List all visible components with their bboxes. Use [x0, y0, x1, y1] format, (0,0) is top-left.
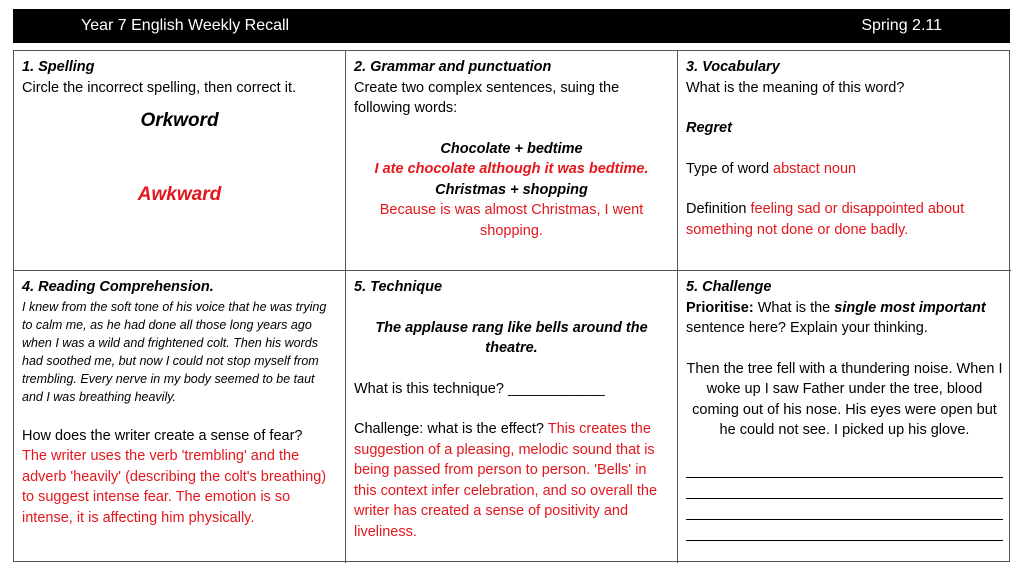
term-label: Spring 2.11 [861, 17, 942, 34]
grammar-cell [346, 51, 678, 271]
word-type-value: abstact noun [773, 160, 857, 177]
definition-label: Definition [686, 201, 751, 217]
technique-challenge-answer: This creates the suggestion of a pleasing, melodic sound that is being passed from person to person. 'Bells' in this context infer celebration, and so overall the writer has created a sense of positivity and liveliness. [354, 421, 658, 540]
reading-question: How does the writer create a sense of fear? [22, 427, 303, 444]
header-bar [13, 9, 1010, 43]
reading-title: 4. Reading Comprehension. [22, 279, 214, 295]
reading-passage: I knew from the soft tone of his voice that he was trying to calm me, as he had done all those long years ago when I was a wild and frightened colt. Then his words had soothed me, but now I could not stop myself from trembling. Every nerve in my body seemed to be taut and I was breathing heavily. [22, 299, 327, 404]
spelling-title: 1. Spelling [22, 59, 95, 75]
challenge-prompt [686, 298, 1003, 339]
vocabulary-title: 3. Vocabulary [686, 59, 780, 75]
prompt-emphasis: single most important [834, 299, 986, 316]
technique-title: 5. Technique [354, 279, 443, 295]
vocabulary-cell [678, 51, 1011, 271]
technique-challenge [354, 419, 669, 542]
correct-word: Awkward [137, 183, 222, 205]
answer-line[interactable] [686, 499, 1003, 520]
grammar-prompt-1: Chocolate + bedtime [440, 140, 583, 157]
challenge-passage: Then the tree fell with a thundering noise. When I woke up I saw Father under the tree, blood coming out of his nose. His eyes were open but he could not see. I picked up his glove. [686, 360, 1003, 438]
grammar-answer-2: Because is was almost Christmas, I went shopping. [379, 202, 644, 239]
grammar-title: 2. Grammar and punctuation [354, 59, 552, 75]
challenge-title: 5. Challenge [686, 279, 772, 295]
spelling-instruction: Circle the incorrect spelling, then correct it. [22, 79, 296, 96]
spelling-cell [14, 51, 346, 271]
answer-line[interactable] [686, 478, 1003, 499]
answer-line[interactable] [686, 457, 1003, 478]
word-type-label: Type of word [686, 160, 774, 177]
word-type-line [686, 159, 1003, 180]
technique-quote: The applause rang like bells around the theatre. [375, 319, 648, 356]
technique-challenge-label: Challenge: what is the effect? [354, 421, 548, 437]
prompt-end: sentence here? Explain your thinking. [686, 320, 928, 336]
prioritise-label: Prioritise: [686, 299, 754, 316]
vocabulary-question: What is the meaning of this word? [686, 79, 905, 96]
challenge-cell [678, 271, 1011, 563]
grammar-prompt-2: Christmas + shopping [435, 181, 588, 198]
wrong-word: Orkword [140, 110, 219, 131]
prompt-start: What is the [753, 299, 835, 316]
reading-cell [14, 271, 346, 563]
page-title: Year 7 English Weekly Recall [81, 17, 290, 34]
answer-line[interactable] [686, 520, 1003, 541]
definition-line [686, 199, 1003, 240]
answer-lines [686, 457, 1003, 541]
vocabulary-word: Regret [686, 120, 732, 136]
technique-cell [346, 271, 678, 563]
grammar-instruction: Create two complex sentences, suing the following words: [354, 79, 620, 116]
grammar-answer-1: I ate chocolate although it was bedtime. [374, 161, 649, 177]
technique-question: What is this technique? ____________ [354, 380, 605, 397]
definition-value: feeling sad or disappointed about something not done or done badly. [686, 201, 965, 238]
reading-answer: The writer uses the verb 'trembling' and the adverb 'heavily' (describing the colt's breathing) to suggest intense fear. The emotion is so intense, it is affecting him physically. [22, 448, 327, 526]
recall-grid [13, 50, 1010, 562]
